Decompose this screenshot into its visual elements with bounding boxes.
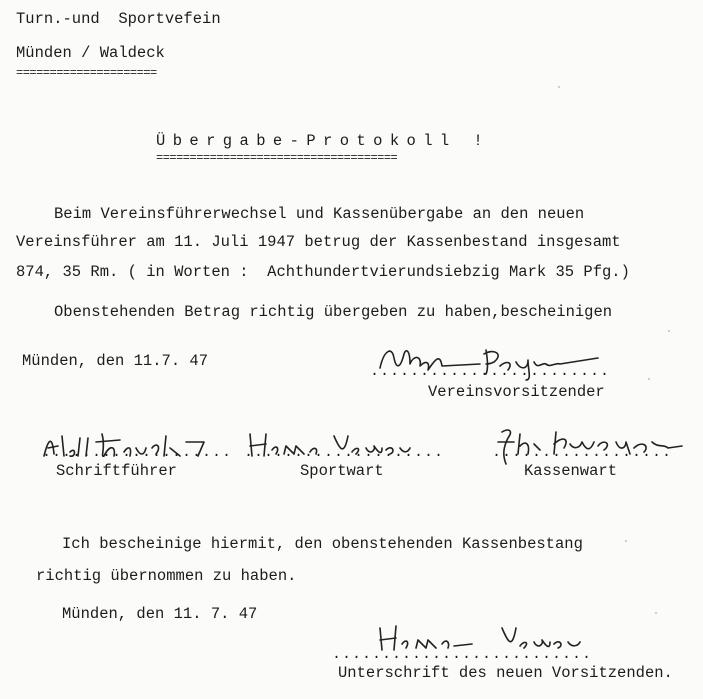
treasurer-role: Kassenwart — [524, 462, 618, 480]
confirmation-place-date: Münden, den 11. 7. 47 — [62, 605, 258, 623]
title-underline: ==================================== — [156, 151, 398, 165]
club-name: Turn.-und Sportvefein — [16, 10, 221, 28]
sports-warden-signature-line: .................... — [244, 444, 445, 461]
chairman-role: Vereinsvorsitzender — [428, 383, 605, 401]
chairman-signature-line: ........................ — [370, 363, 611, 380]
new-chairman-caption: Unterschrift des neuen Vorsitzenden. — [338, 664, 673, 682]
document-title: Übergabe-Protokoll ! — [156, 132, 491, 150]
scan-speck — [655, 612, 657, 614]
confirmation-line-2: richtig übernommen zu haben. — [36, 567, 297, 585]
body-line-3: 874, 35 Rm. ( in Worten : Achthundertvierundsiebzig Mark 35 Pfg.) — [16, 263, 630, 281]
secretary-role: Schriftführer — [56, 462, 177, 480]
treasurer-signature-line: .................. — [492, 444, 673, 461]
header-underline: ===================== — [16, 66, 157, 80]
new-chairman-signature-line: .......................... — [332, 646, 593, 663]
secretary-signature-line: ................... — [42, 444, 233, 461]
scan-speck — [648, 378, 650, 380]
scan-speck — [668, 330, 670, 332]
scan-speck — [558, 86, 560, 88]
sports-warden-role: Sportwart — [300, 462, 384, 480]
scan-speck — [625, 540, 627, 542]
confirmation-line-1: Ich bescheinige hiermit, den obenstehenden Kassenbestang — [62, 535, 583, 553]
body-line-1: Beim Vereinsführerwechsel und Kassenübergabe an den neuen — [54, 205, 585, 223]
first-place-date: Münden, den 11.7. 47 — [22, 352, 209, 370]
body-line-2: Vereinsführer am 11. Juli 1947 betrug der Kassenbestand insgesamt — [16, 233, 621, 251]
club-location: Münden / Waldeck — [16, 44, 165, 62]
body-line-4: Obenstehenden Betrag richtig übergeben zu haben,bescheinigen — [54, 303, 613, 321]
